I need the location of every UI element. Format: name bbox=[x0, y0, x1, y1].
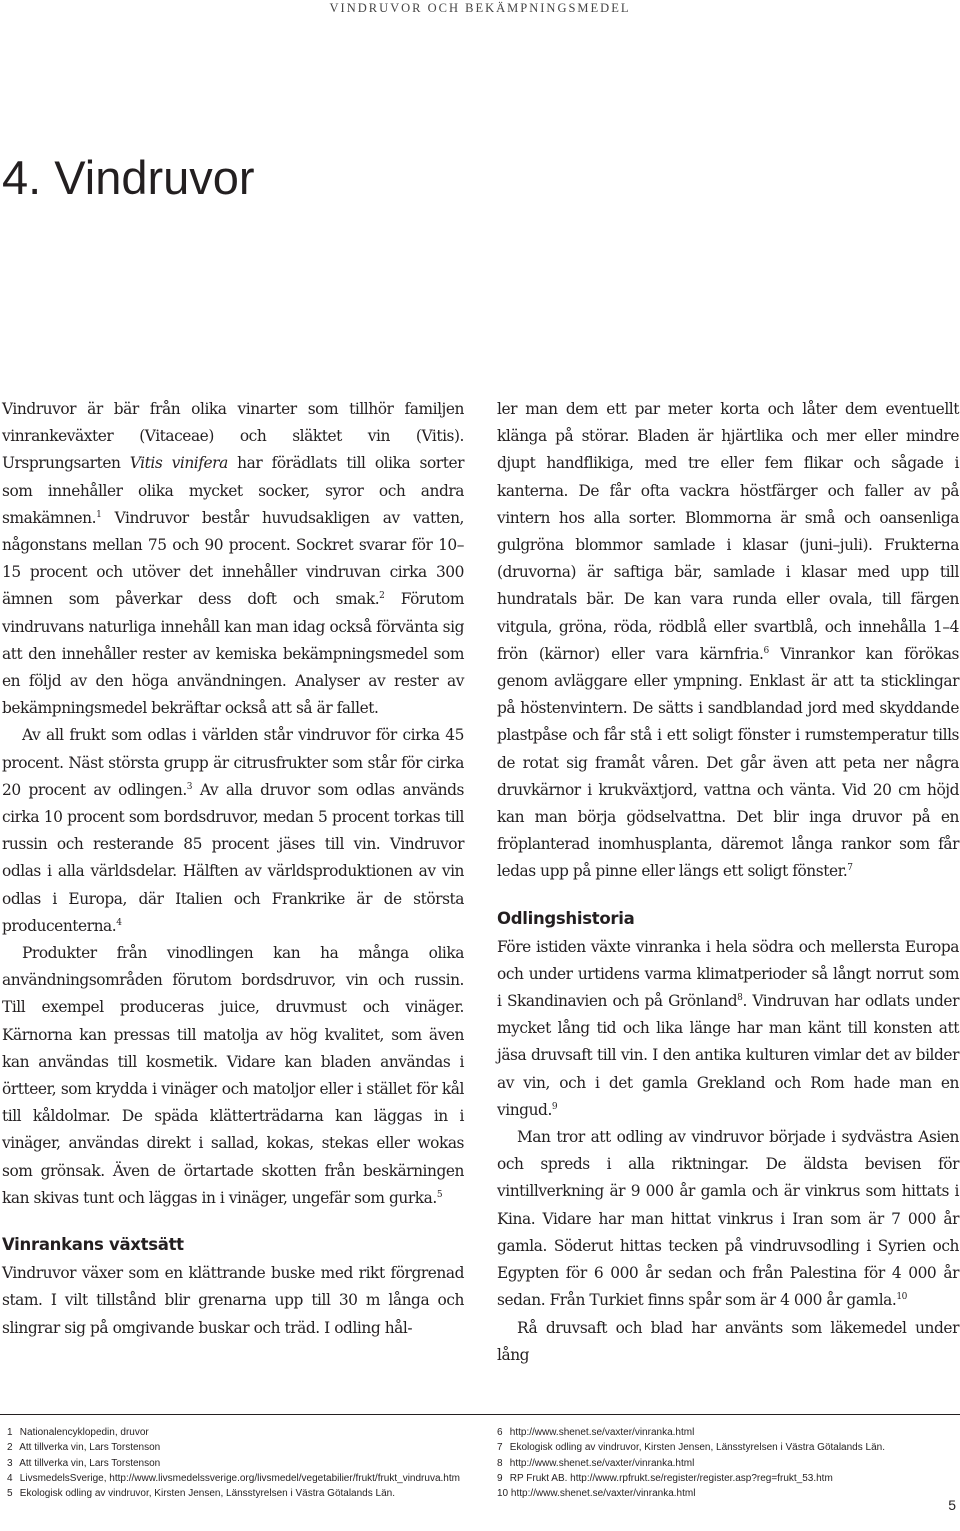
paragraph-production bbox=[2, 722, 464, 940]
footnote-number: 3 bbox=[7, 1457, 13, 1469]
chapter-title: 4. Vindruvor bbox=[2, 151, 255, 204]
footnote-text: Att tillverka vin, Lars Torstenson bbox=[19, 1442, 161, 1454]
footnote-text: Nationalencyklopedin, druvor bbox=[19, 1427, 149, 1438]
footnote-number: 6 bbox=[497, 1427, 503, 1438]
footnote-text: LivsmedelsSverige, http://www.livsmedelssverige.org/livsmedel/vegetabilier/frukt/frukt_vindruva.htm bbox=[19, 1472, 460, 1484]
footnote-item bbox=[7, 1486, 477, 1501]
paragraph-intro bbox=[2, 396, 464, 722]
footnote-text: http://www.shenet.se/vaxter/vinranka.html bbox=[509, 1427, 695, 1438]
footnotes-right bbox=[497, 1425, 960, 1501]
footnote-item bbox=[497, 1486, 960, 1501]
footnote-number: 7 bbox=[497, 1442, 503, 1454]
paragraph-growth: Vindruvor växer som en klättrande buske med rikt förgrenad stam. I vilt tillstånd blir grenarna upp till 30 m långa och slingrar sig på omgivande buskar och träd. I odling hål- bbox=[2, 1264, 464, 1337]
section-heading-odlingshistoria: Odlingshistoria bbox=[497, 908, 635, 928]
footnote-text: http://www.shenet.se/vaxter/vinranka.html bbox=[509, 1457, 695, 1469]
footnote-item bbox=[7, 1425, 477, 1440]
footnote-item bbox=[7, 1440, 477, 1455]
paragraph-history bbox=[497, 934, 959, 1124]
footnote-item bbox=[497, 1425, 960, 1440]
footnote-item bbox=[7, 1471, 477, 1486]
paragraph-origins bbox=[497, 1124, 959, 1314]
text-span: har förädlats till olika sorter som innehåller olika mycket socker, syror och andra smakämnen. bbox=[2, 454, 465, 527]
footnote-number: 2 bbox=[7, 1442, 13, 1454]
paragraph-medicine: Rå druvsaft och blad har använts som läkemedel under lång bbox=[497, 1318, 959, 1364]
footnote-text: Att tillverka vin, Lars Torstenson bbox=[19, 1457, 161, 1469]
text-span: . Vindruvan har odlats under mycket lång tid och lika länge har man känt till konsten att jäsa druvsaft till vin. I den antika kulturen vimlar det av bilder av vin, och i det gamla Grekland och Rom hade man en vingud. bbox=[497, 992, 959, 1119]
text-span: ler man dem ett par meter korta och låter dem eventuellt klänga på störar. Bladen är hjärtlika och mer eller mindre djupt handflikiga, med tre eller fem flikar och sågade i kanterna. De får ofta vackra höstfärger och faller av på vintern hos alla sorter. Blommorna är små och oansenliga gulgröna blommor samlade i klasar (juni–juli). Frukterna (druvorna) är saftiga bär, samlade i klasar med upp till hundratals bär. De kan vara runda eller ovala, till färgen vitgula, gröna, röda, rödblå eller svartblå, och innehålla 1–4 frön (kärnor) eller vara kärnfria. bbox=[497, 400, 959, 663]
text-span: Förutom vindruvans naturliga innehåll kan man idag också förvänta sig att den innehåller rester av kemiska bekämpningsmedel som en följd av den höga användningen. Analyser av rester av bekämpningsmedel bekräftar också att så är fallet. bbox=[2, 590, 464, 718]
footnote-divider bbox=[0, 1414, 960, 1415]
text-span: Av alla druvor som odlas används cirka 10 procent som bordsdruvor, medan 5 procent torkas till russin och resterande 85 procent jäses till vin. Vindruvor odlas i alla världsdelar. Hälften av världsproduktionen av vin odlas i Europa, där Italien och Frankrike är de största producenterna. bbox=[2, 780, 464, 935]
paragraph-growth-continued bbox=[497, 396, 959, 886]
text-span: Produkter från vinodlingen kan ha många olika användningsområden förutom bordsdruvor, vin och russin. Till exempel produceras juice, druvmust och vinäger. Kärnorna kan pressas till matolja av hög kvalitet, som även kan användas till kosmetik. Vidare kan bladen användas i örtteer, som krydda i vinäger och matoljor eller i stället för kål till kåldolmar. De späda klätterträdarna kan läggas in i vinäger, användas direkt i sallad, kokas, stekas eller wokas som grönsak. Även de örtartade skotten från beskärningen kan skivas tunt och läggas in i vinäger, ungefär som gurka. bbox=[2, 944, 464, 1207]
footnote-ref: 8 bbox=[737, 992, 743, 1003]
footnote-ref: 10 bbox=[896, 1292, 907, 1303]
footnote-ref: 7 bbox=[847, 863, 853, 874]
footnote-ref: 1 bbox=[96, 509, 102, 520]
footnote-number: 10 bbox=[497, 1488, 509, 1500]
footnote-text: http://www.shenet.se/vaxter/vinranka.html bbox=[510, 1488, 696, 1500]
footnote-text: RP Frukt AB. http://www.rpfrukt.se/register/register.asp?reg=frukt_53.htm bbox=[509, 1472, 833, 1484]
footnote-item bbox=[7, 1456, 477, 1471]
footnote-ref: 4 bbox=[116, 917, 122, 928]
text-span: Av all frukt som odlas i världen står vindruvor för cirka 45 procent. Näst största grupp är citrusfrukter som står för cirka 20 procent av odlingen. bbox=[2, 726, 464, 799]
text-span: Före istiden växte vinranka i hela södra och mellersta Europa och under urtidens varma klimatperioder så långt norrut som i Skandinavien och på Grönland bbox=[497, 937, 959, 1011]
text-span: Man tror att odling av vindruvor började i sydvästra Asien och spreds i alla riktningar. De äldsta bevisen för vintillverkning är 9 000 år gamla och är vinkrus som hittats i Kina. Vidare har man hittat vinkrus i Iran som är 7 000 år gamla. Söderut hittas tecken på vindruvsodling i Syrien och Egypten för 6 000 år sedan och från Palestina för 4 000 år sedan. Från Turkiet finns spår som är 4 000 år gamla. bbox=[497, 1128, 959, 1310]
footnote-text: Ekologisk odling av vindruvor, Kirsten Jensen, Länsstyrelsen i Västra Götalands Län. bbox=[509, 1442, 885, 1454]
running-header: VINDRUVOR OCH BEKÄMPNINGSMEDEL bbox=[329, 1, 631, 15]
footnote-ref: 2 bbox=[379, 591, 385, 602]
footnote-item bbox=[497, 1456, 960, 1471]
footnote-number: 1 bbox=[7, 1427, 13, 1438]
footnote-number: 5 bbox=[7, 1488, 13, 1500]
footnote-number: 4 bbox=[7, 1472, 13, 1484]
text-span: Vindruvor består huvudsakligen av vatten, någonstans mellan 75 och 90 procent. Sockret svarar för 10–15 procent och utöver det innehåller vindruvan cirka 300 ämnen som påverkar dess doft och smak. bbox=[2, 508, 464, 609]
footnote-number: 9 bbox=[497, 1472, 503, 1484]
page-number: 5 bbox=[948, 1497, 956, 1513]
footnote-ref: 5 bbox=[436, 1189, 443, 1200]
footnote-ref: 6 bbox=[763, 645, 769, 656]
footnote-ref: 3 bbox=[186, 781, 193, 792]
footnote-text: Ekologisk odling av vindruvor, Kirsten Jensen, Länsstyrelsen i Västra Götalands Län. bbox=[19, 1488, 395, 1500]
paragraph-products bbox=[2, 940, 464, 1212]
footnote-item bbox=[497, 1440, 960, 1455]
footnote-item bbox=[497, 1471, 960, 1486]
footnotes-left bbox=[7, 1425, 477, 1501]
left-column bbox=[2, 396, 464, 1342]
section-heading-vaxtsatt: Vinrankans växtsätt bbox=[2, 1235, 184, 1255]
right-column bbox=[497, 396, 959, 1369]
text-span: Vindruvor är bär från olika vinarter som tillhör familjen vinrankeväxter (Vitaceae) och släktet vin (Vitis). Ursprungsarten bbox=[2, 400, 464, 473]
text-span: Vinrankor kan förökas genom avläggare eller ympning. Enklast är att ta sticklingar på höstenvintern. De sätts i sandblandad jord med skyddande plastpåse och får stå i ett soligt fönster i rumstemperatur tills de rotat sig framåt våren. Det går även att peta ner några druvkärnor i krukväxtjord, vattna och vänta. Vid 20 cm höjd kan man börja gödselvattna. Det blir inga druvor på en fröplanterad inomhusplanta, däremot långa rankor som får ledas upp på pinne eller längs ett soligt fönster. bbox=[497, 644, 959, 881]
species-name: Vitis vinifera bbox=[129, 454, 228, 473]
footnote-ref: 9 bbox=[551, 1101, 558, 1112]
footnote-number: 8 bbox=[497, 1457, 503, 1469]
